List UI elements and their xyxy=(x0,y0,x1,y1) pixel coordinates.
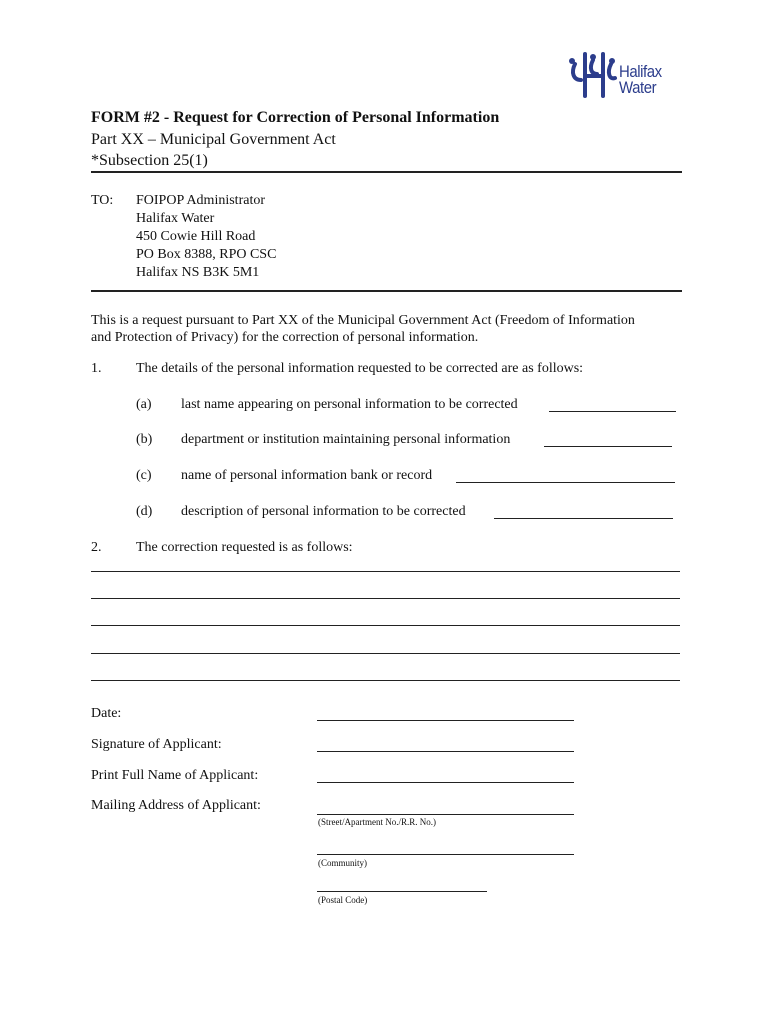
item-2-text: The correction requested is as follows: xyxy=(136,540,353,555)
recipient-line: 450 Cowie Hill Road xyxy=(136,229,256,244)
item-1-number: 1. xyxy=(91,361,102,376)
intro-line: and Protection of Privacy) for the correction of personal information. xyxy=(91,330,479,345)
subsection-subtitle: *Subsection 25(1) xyxy=(91,152,208,169)
date-line[interactable] xyxy=(317,720,574,721)
postal-code-hint: (Postal Code) xyxy=(318,895,368,905)
item-1-text: The details of the personal information requested to be corrected are as follows: xyxy=(136,361,584,376)
subitem-letter: (c) xyxy=(136,468,152,483)
subitem-text: last name appearing on personal information to be corrected xyxy=(181,397,518,412)
print-name-line[interactable] xyxy=(317,782,574,783)
subitem-letter: (d) xyxy=(136,504,153,519)
recipient-line: PO Box 8388, RPO CSC xyxy=(136,247,277,262)
recipient-line: Halifax NS B3K 5M1 xyxy=(136,265,260,280)
header-rule xyxy=(91,171,682,173)
form-title: FORM #2 - Request for Correction of Personal Information xyxy=(91,109,500,126)
correction-line[interactable] xyxy=(91,598,680,599)
community-line[interactable] xyxy=(317,854,574,855)
correction-line[interactable] xyxy=(91,680,680,681)
subitem-b-blank[interactable] xyxy=(544,446,672,447)
street-line[interactable] xyxy=(317,814,574,815)
subitem-letter: (a) xyxy=(136,397,152,412)
subitem-text: description of personal information to be corrected xyxy=(181,504,466,519)
signature-label: Signature of Applicant: xyxy=(91,737,222,752)
mailing-address-label: Mailing Address of Applicant: xyxy=(91,798,261,813)
item-2-number: 2. xyxy=(91,540,102,555)
street-hint: (Street/Apartment No./R.R. No.) xyxy=(318,817,436,827)
correction-line[interactable] xyxy=(91,625,680,626)
water-drops-logo-icon xyxy=(563,50,619,100)
community-hint: (Community) xyxy=(318,858,367,868)
subitem-letter: (b) xyxy=(136,432,153,447)
to-label: TO: xyxy=(91,193,114,208)
subitem-a-blank[interactable] xyxy=(549,411,676,412)
recipient-line: Halifax Water xyxy=(136,211,215,226)
recipient-rule xyxy=(91,290,682,292)
subitem-d-blank[interactable] xyxy=(494,518,673,519)
date-label: Date: xyxy=(91,706,122,721)
logo-text-halifax: Halifax xyxy=(619,62,662,81)
subitem-text: name of personal information bank or record xyxy=(181,468,433,483)
postal-code-line[interactable] xyxy=(317,891,487,892)
intro-line: This is a request pursuant to Part XX of the Municipal Government Act (Freedom of Information xyxy=(91,313,635,328)
halifax-water-logo xyxy=(563,50,673,100)
print-name-label: Print Full Name of Applicant: xyxy=(91,768,259,783)
act-subtitle: Part XX – Municipal Government Act xyxy=(91,131,336,148)
correction-line[interactable] xyxy=(91,571,680,572)
recipient-line: FOIPOP Administrator xyxy=(136,193,265,208)
correction-line[interactable] xyxy=(91,653,680,654)
subitem-text: department or institution maintaining personal information xyxy=(181,432,511,447)
subitem-c-blank[interactable] xyxy=(456,482,675,483)
logo-text-water: Water xyxy=(619,78,657,97)
signature-line[interactable] xyxy=(317,751,574,752)
